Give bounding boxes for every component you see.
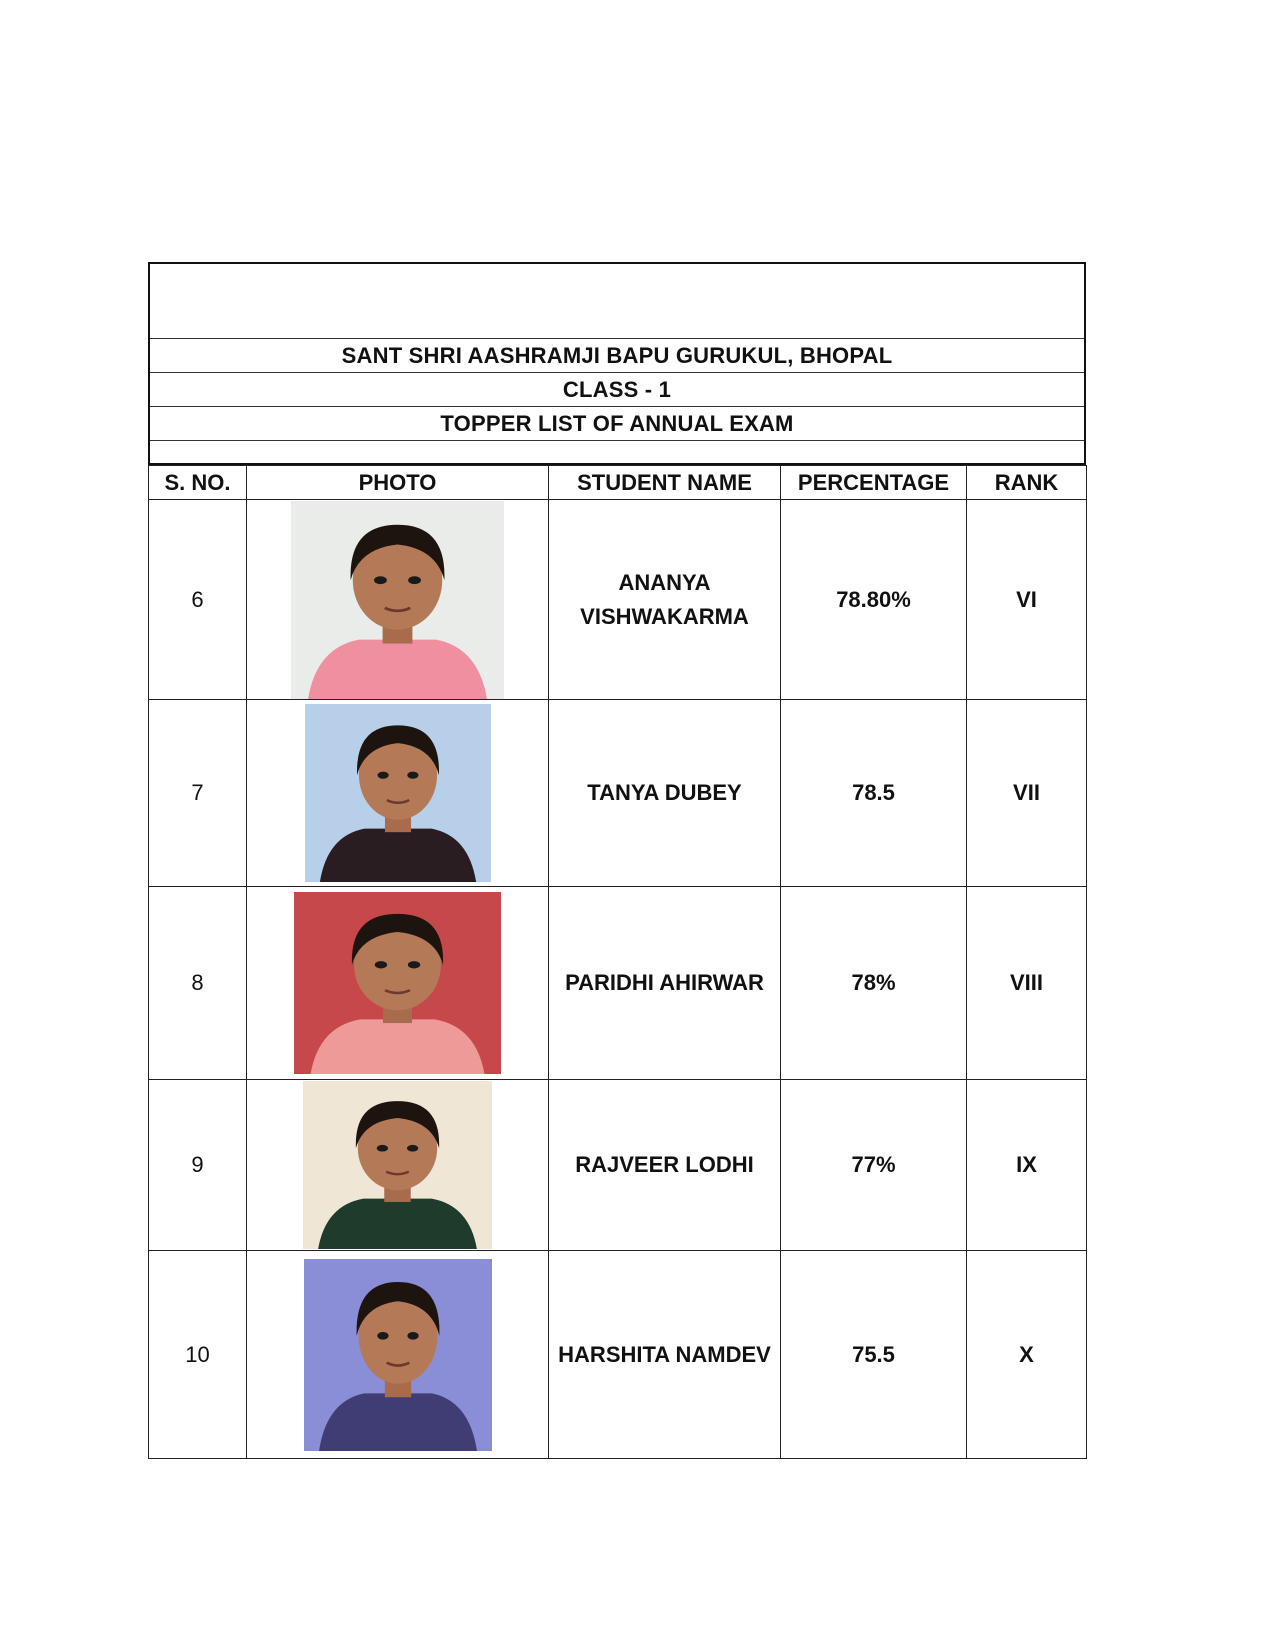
sno-cell: 9 [149, 1080, 247, 1251]
table-row [149, 1251, 1087, 1459]
photo-cell [247, 1251, 549, 1459]
table-row [149, 700, 1087, 887]
header-gap-row [150, 441, 1084, 465]
student-name-cell [549, 500, 781, 700]
rank-cell: VII [967, 700, 1087, 887]
student-photo [294, 892, 501, 1074]
header-block [148, 262, 1086, 465]
student-name-line1: RAJVEER LODHI [575, 1152, 754, 1177]
photo-cell [247, 500, 549, 700]
rank-cell: X [967, 1251, 1087, 1459]
portrait-graphic [294, 892, 501, 1074]
school-name: SANT SHRI AASHRAMJI BAPU GURUKUL, BHOPAL [150, 339, 1084, 373]
right-eye [408, 961, 420, 968]
student-name-cell [549, 1080, 781, 1251]
topper-sheet [148, 262, 1086, 1459]
photo-cell [247, 700, 549, 887]
percentage-cell: 78.5 [781, 700, 967, 887]
col-header-rank: RANK [967, 466, 1087, 500]
student-name-cell [549, 887, 781, 1080]
list-title: TOPPER LIST OF ANNUAL EXAM [150, 407, 1084, 441]
table-row [149, 1080, 1087, 1251]
col-header-name: STUDENT NAME [549, 466, 781, 500]
sno-cell: 7 [149, 700, 247, 887]
portrait-graphic [304, 1259, 492, 1451]
rank-cell: VIII [967, 887, 1087, 1080]
student-name-line1: TANYA DUBEY [587, 780, 742, 805]
student-name-cell [549, 700, 781, 887]
class-line: CLASS - 1 [150, 373, 1084, 407]
sno-cell: 6 [149, 500, 247, 700]
sno-cell: 8 [149, 887, 247, 1080]
student-name-line2: VISHWAKARMA [580, 603, 749, 629]
table-row [149, 500, 1087, 700]
sno-cell: 10 [149, 1251, 247, 1459]
right-eye [407, 1145, 418, 1152]
col-header-sno: S. NO. [149, 466, 247, 500]
photo-cell [247, 1080, 549, 1251]
portrait-graphic [305, 704, 491, 882]
percentage-cell: 77% [781, 1080, 967, 1251]
col-header-photo: PHOTO [247, 466, 549, 500]
topper-table [148, 465, 1087, 1459]
student-name-line1: ANANYA [618, 569, 711, 595]
left-eye [377, 1145, 388, 1152]
right-eye [407, 1331, 418, 1339]
student-photo [291, 501, 504, 699]
left-eye [377, 1331, 388, 1339]
percentage-cell: 78% [781, 887, 967, 1080]
student-name-line1: PARIDHI AHIRWAR [565, 970, 764, 995]
student-photo [303, 1081, 492, 1249]
right-eye [407, 772, 418, 779]
table-header-row [149, 466, 1087, 500]
rank-cell: VI [967, 500, 1087, 700]
student-name-line1: HARSHITA NAMDEV [558, 1341, 771, 1367]
table-row [149, 887, 1087, 1080]
percentage-cell: 75.5 [781, 1251, 967, 1459]
student-photo [305, 704, 491, 882]
portrait-graphic [303, 1081, 492, 1249]
rank-cell: IX [967, 1080, 1087, 1251]
left-eye [375, 961, 387, 968]
portrait-graphic [291, 501, 504, 699]
student-name-cell [549, 1251, 781, 1459]
left-eye [377, 772, 388, 779]
percentage-cell: 78.80% [781, 500, 967, 700]
right-eye [408, 576, 421, 584]
photo-cell [247, 887, 549, 1080]
student-photo [304, 1259, 492, 1451]
left-eye [374, 576, 387, 584]
col-header-percentage: PERCENTAGE [781, 466, 967, 500]
header-blank-row [150, 264, 1084, 339]
